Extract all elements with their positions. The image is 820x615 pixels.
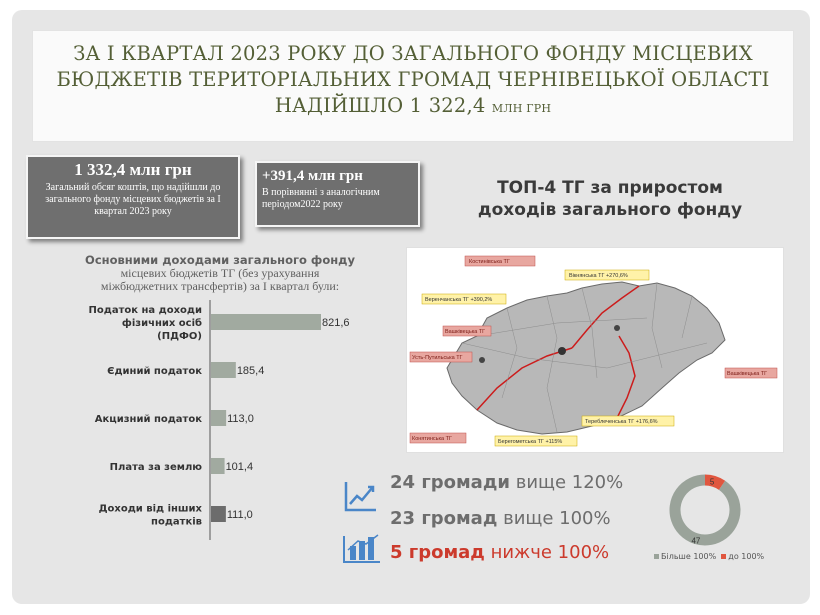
region-map — [406, 247, 784, 453]
groups-above-100-text: вище 100% — [497, 508, 611, 529]
map-label-konyatyn: Конятинська ТГ — [412, 436, 452, 442]
chart-bar — [211, 458, 225, 474]
total-revenue-value: 1 332,4 млн грн — [74, 160, 192, 179]
chart-category-label: податків — [151, 516, 202, 528]
groups-above-120-count: 24 громади — [390, 472, 510, 493]
growth-value: +391,4 млн грн — [262, 168, 363, 184]
map-label-vikno: Вікнянська ТГ +270,6% — [569, 273, 628, 279]
chart-category-label: Доходи від інших — [98, 503, 202, 515]
legend-swatch-above — [654, 554, 659, 559]
chart-value-label: 185,4 — [236, 365, 265, 377]
growth-card — [255, 161, 420, 227]
groups-above-120-text: вище 120% — [509, 472, 624, 493]
groups-above-100 — [390, 508, 611, 529]
title-line-2: БЮДЖЕТІВ ТЕРИТОРІАЛЬНИХ ГРОМАД ЧЕРНІВЕЦЬКОЇ ОБЛАСТІ — [56, 68, 770, 91]
chart-category-label: (ПДФО) — [157, 331, 202, 342]
title-line-3-text: НАДІЙШЛО 1 322,4 — [274, 94, 492, 117]
chart-heading — [60, 254, 380, 293]
chart-category-label: Акцизний податок — [94, 414, 202, 425]
chart-category-label: фізичних осіб — [121, 318, 202, 329]
groups-above-120 — [390, 472, 623, 493]
chart-category-label: Плата за землю — [109, 462, 202, 473]
trend-up-icon — [342, 478, 378, 514]
chart-heading-line-3: міжбюджетних трансфертів) за I квартал були: — [100, 279, 340, 293]
chart-category-label: Єдиний податок — [107, 366, 202, 377]
chart-heading-line-2: місцевих бюджетів ТГ (без урахування — [120, 266, 320, 280]
groups-above-100-count: 23 громад — [390, 508, 498, 529]
map-label-verenchanka: Веренчанська ТГ +390,2% — [425, 297, 493, 303]
total-revenue-desc: Загальний обсяг коштів, що надійшли до загального фонду місцевих бюджетів за I квартал 2023 року — [45, 182, 221, 217]
map-label-kostyntsi: Костинівська ТГ — [469, 259, 510, 265]
title-line-1: ЗА I КВАРТАЛ 2023 РОКУ ДО ЗАГАЛЬНОГО ФОНДУ МІСЦЕВИХ — [73, 42, 753, 65]
revenue-bar-chart — [60, 300, 380, 540]
chart-category-label: Податок на доходи — [88, 305, 202, 316]
groups-below-100 — [390, 542, 609, 563]
chart-value-label: 113,0 — [227, 413, 254, 425]
region-map-graphic — [407, 248, 785, 454]
chart-value-label: 821,6 — [322, 317, 350, 329]
legend-label-above: Більше 100% — [661, 552, 717, 561]
map-label-tereblecha: Тереблеченська ТГ +176,6% — [585, 419, 658, 425]
top4-line-2: доходів загального фонду — [477, 200, 743, 220]
communities-donut-chart — [650, 468, 760, 552]
title-box — [32, 30, 794, 142]
donut-value-label: 47 — [691, 536, 701, 546]
slide-title — [33, 41, 793, 122]
map-label-ust-putyla: Усть-Путильська ТГ — [412, 355, 463, 361]
city-marker — [558, 347, 566, 355]
total-revenue-card — [26, 155, 240, 239]
groups-below-100-count: 5 громад — [390, 542, 485, 563]
legend-label-below: до 100% — [728, 552, 765, 561]
legend-swatch-below — [721, 554, 726, 559]
chart-value-label: 111,0 — [226, 509, 253, 521]
city-marker — [614, 325, 620, 331]
top4-line-1: ТОП-4 ТГ за приростом — [497, 178, 723, 198]
bar-chart-icon — [342, 534, 382, 564]
map-label-vashkivtsi: Вашківецька ТГ — [445, 329, 486, 335]
title-line-3 — [33, 93, 793, 122]
map-label-vashkivtsi-2: Вашківецька ТГ — [727, 371, 768, 377]
city-marker — [479, 357, 485, 363]
donut-legend — [654, 552, 764, 561]
donut-value-label: 5 — [709, 477, 715, 487]
chart-bar — [211, 362, 236, 378]
growth-desc: В порівнянні з аналогічним періодом2022 року — [262, 187, 380, 210]
chart-bar — [211, 410, 226, 426]
donut-slice — [675, 480, 735, 540]
chart-bar — [211, 314, 321, 330]
map-label-berehomet: Берегометська ТГ +115% — [498, 439, 563, 445]
groups-below-100-text: нижче 100% — [484, 542, 610, 563]
title-unit: МЛН ГРН — [491, 102, 552, 115]
chart-heading-line-1: Основними доходами загального фонду — [85, 253, 355, 267]
chart-value-label: 101,4 — [225, 461, 254, 473]
chart-bar — [211, 506, 226, 522]
top4-heading — [440, 177, 780, 221]
